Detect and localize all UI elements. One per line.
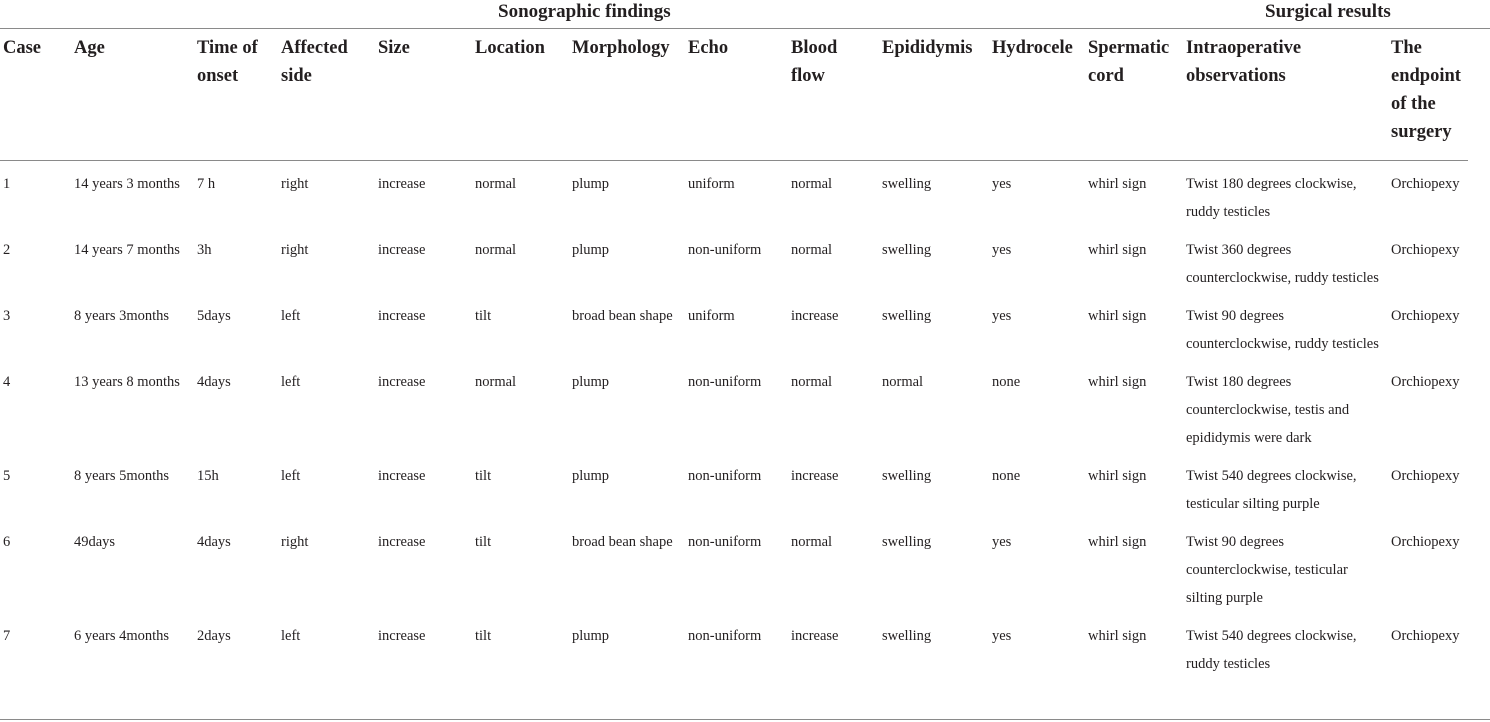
table-row <box>0 452 1468 518</box>
table-cell: non-uniform <box>688 534 762 550</box>
table-cell: Orchiopexy <box>1391 628 1460 644</box>
table-cell: swelling <box>882 468 932 484</box>
table-cell: increase <box>791 308 839 324</box>
table-cell: 13 years 8 months <box>74 374 180 390</box>
table-cell: increase <box>378 468 426 484</box>
table-cell: whirl sign <box>1088 176 1147 192</box>
table-cell: increase <box>791 468 839 484</box>
table-cell: plump <box>572 374 610 390</box>
table-cell: non-uniform <box>688 628 762 644</box>
table-cell: normal <box>791 374 833 390</box>
table-row <box>0 358 1468 452</box>
table-cell: swelling <box>882 308 932 324</box>
table-cell: 4days <box>197 534 231 550</box>
table-cell: plump <box>572 468 610 484</box>
table-cell: 8 years 3months <box>74 308 170 324</box>
table-cell: uniform <box>688 176 735 192</box>
table-cell: 3 <box>3 308 11 324</box>
column-header-case: Case <box>3 38 42 58</box>
column-header-morphology: Morphology <box>572 38 670 58</box>
table-cell: left <box>281 308 301 324</box>
column-header-echo: Echo <box>688 38 729 58</box>
column-header-size: Size <box>378 38 410 58</box>
table-cell: none <box>992 374 1021 390</box>
table-cell: 6 <box>3 534 11 550</box>
table-cell: broad bean shape <box>572 308 673 324</box>
table-cell: non-uniform <box>688 468 762 484</box>
column-header-blood-flow: Blood flow <box>791 38 838 86</box>
table-cell: 15h <box>197 468 219 484</box>
table-cell: Orchiopexy <box>1391 308 1460 324</box>
table-cell: Orchiopexy <box>1391 176 1460 192</box>
table-cell: swelling <box>882 534 932 550</box>
table-cell: 6 years 4months <box>74 628 170 644</box>
table-cell: tilt <box>475 628 492 644</box>
table-cell: 2days <box>197 628 231 644</box>
table-cell: 2 <box>3 242 11 258</box>
table-cell: yes <box>992 628 1012 644</box>
table-cell: right <box>281 534 309 550</box>
table-cell: whirl sign <box>1088 374 1147 390</box>
table-cell: normal <box>791 534 833 550</box>
table-cell: 7 <box>3 628 11 644</box>
table-cell: 7 h <box>197 176 216 192</box>
table-cell: uniform <box>688 308 735 324</box>
table-cell: whirl sign <box>1088 628 1147 644</box>
table-cell: non-uniform <box>688 242 762 258</box>
table-row <box>0 226 1468 292</box>
table-cell: broad bean shape <box>572 534 673 550</box>
table-cell: whirl sign <box>1088 308 1147 324</box>
table-cell: increase <box>378 374 426 390</box>
table-cell: left <box>281 374 301 390</box>
table-cell: right <box>281 242 309 258</box>
group-header-surgical: Surgical results <box>1265 1 1391 22</box>
bottom-rule <box>0 719 1490 720</box>
table-cell: normal <box>791 242 833 258</box>
table-cell: Twist 90 degrees counterclockwise, testicular silting purple <box>1186 534 1348 606</box>
table-cell: non-uniform <box>688 374 762 390</box>
table-row <box>0 612 1468 678</box>
table-row <box>0 518 1468 612</box>
table-cell: 3h <box>197 242 212 258</box>
table-cell: tilt <box>475 534 492 550</box>
table-cell: Twist 180 degrees clockwise, ruddy testicles <box>1186 176 1357 220</box>
table-cell: left <box>281 468 301 484</box>
table-cell: 1 <box>3 176 11 192</box>
column-header-the-endpoint-of-the-surgery: The endpoint of the surgery <box>1391 38 1461 142</box>
table-cell: normal <box>791 176 833 192</box>
column-header-affected-side: Affected side <box>281 38 348 86</box>
table-cell: tilt <box>475 308 492 324</box>
table-cell: 8 years 5months <box>74 468 170 484</box>
table-cell: increase <box>378 242 426 258</box>
column-header-location: Location <box>475 38 545 58</box>
table-cell: yes <box>992 308 1012 324</box>
column-header-hydrocele: Hydrocele <box>992 38 1073 58</box>
table-row <box>0 292 1468 358</box>
column-header-epididymis: Epididymis <box>882 38 973 58</box>
table-cell: yes <box>992 242 1012 258</box>
table-cell: normal <box>475 242 517 258</box>
table-cell: Twist 360 degrees counterclockwise, ruddy testicles <box>1186 242 1379 286</box>
table-cell: swelling <box>882 242 932 258</box>
table-row <box>0 157 1468 226</box>
table-cell: plump <box>572 176 610 192</box>
table-cell: tilt <box>475 468 492 484</box>
table-cell: Orchiopexy <box>1391 468 1460 484</box>
table-cell: swelling <box>882 628 932 644</box>
table-cell: right <box>281 176 309 192</box>
table-cell: increase <box>378 628 426 644</box>
table-cell: 14 years 3 months <box>74 176 180 192</box>
table-cell: increase <box>378 534 426 550</box>
table-cell: 4 <box>3 374 11 390</box>
table-cell: Orchiopexy <box>1391 374 1460 390</box>
table-cell: whirl sign <box>1088 468 1147 484</box>
table-cell: normal <box>475 374 517 390</box>
table-cell: 5 <box>3 468 11 484</box>
table-cell: Orchiopexy <box>1391 534 1460 550</box>
table-cell: increase <box>378 176 426 192</box>
table-cell: 5days <box>197 308 231 324</box>
table-cell: increase <box>791 628 839 644</box>
table-cell: plump <box>572 242 610 258</box>
table-cell: yes <box>992 534 1012 550</box>
table-cell: Twist 180 degrees counterclockwise, testis and epididymis were dark <box>1186 374 1350 446</box>
column-header-age: Age <box>74 38 105 58</box>
table-cell: 14 years 7 months <box>74 242 180 258</box>
table-cell: Twist 540 degrees clockwise, ruddy testicles <box>1186 628 1357 672</box>
table-cell: 4days <box>197 374 231 390</box>
table-cell: plump <box>572 628 610 644</box>
table-cell: Orchiopexy <box>1391 242 1460 258</box>
table-cell: normal <box>882 374 924 390</box>
table-cell: 49days <box>74 534 116 550</box>
top-rule <box>0 28 1490 29</box>
table-cell: Twist 90 degrees counterclockwise, ruddy testicles <box>1186 308 1379 352</box>
group-header-sonographic: Sonographic findings <box>498 1 671 22</box>
table-cell: increase <box>378 308 426 324</box>
column-header-intraoperative-observations: Intraoperative observations <box>1186 38 1302 86</box>
column-header-row <box>0 30 1468 157</box>
table-cell: Twist 540 degrees clockwise, testicular silting purple <box>1186 468 1357 512</box>
table-cell: yes <box>992 176 1012 192</box>
table-cell: swelling <box>882 176 932 192</box>
table-cell: whirl sign <box>1088 242 1147 258</box>
column-header-time-of-onset: Time of onset <box>197 38 258 86</box>
column-header-spermatic-cord: Spermatic cord <box>1088 38 1170 86</box>
table-cell: left <box>281 628 301 644</box>
table-cell: whirl sign <box>1088 534 1147 550</box>
findings-table <box>0 30 1468 678</box>
table-cell: normal <box>475 176 517 192</box>
table-cell: none <box>992 468 1021 484</box>
table-body <box>0 157 1468 678</box>
